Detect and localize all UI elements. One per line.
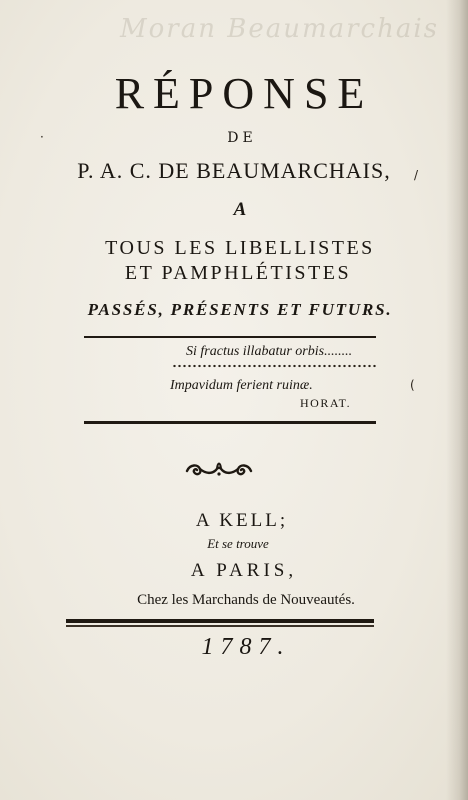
faded-inscription: Moran Beaumarchais [120, 14, 440, 44]
title-de: DE [227, 130, 257, 146]
title-line-2: ET PAMPHLÉTISTES [124, 262, 352, 284]
title-line-1: TOUS LES LIBELLISTES [105, 237, 375, 259]
stray-mark: · [40, 130, 44, 144]
imprint-publisher: Chez les Marchands de Nouveautés. [137, 592, 355, 608]
imprint-place-2: A PARIS, [190, 560, 298, 581]
publication-year: 1787. [201, 634, 291, 660]
dotted-divider [172, 364, 378, 368]
epigraph-line-1: Si fractus illabatur orbis........ [186, 344, 353, 359]
subtitle: PASSÉS, PRÉSENTS ET FUTURS. [87, 300, 393, 319]
imprint-place-1: A KELL; [195, 510, 289, 531]
author-name: P. A. C. DE BEAUMARCHAIS, [77, 158, 391, 183]
stray-mark: / [414, 168, 419, 182]
top-rule [84, 336, 376, 338]
epigraph-line-2: Impavidum ferient ruinæ. [170, 378, 313, 393]
printers-ornament-icon [184, 458, 254, 480]
title-a: A [233, 199, 247, 220]
imprint-trouve: Et se trouve [207, 536, 269, 551]
stray-mark: ( [410, 378, 415, 392]
bottom-rule [84, 421, 376, 424]
page-edge-shadow [446, 0, 468, 800]
book-title: RÉPONSE [114, 69, 374, 118]
imprint-rule [66, 619, 374, 623]
epigraph-attribution: HORAT. [300, 396, 352, 410]
imprint-rule-thin [66, 625, 374, 627]
